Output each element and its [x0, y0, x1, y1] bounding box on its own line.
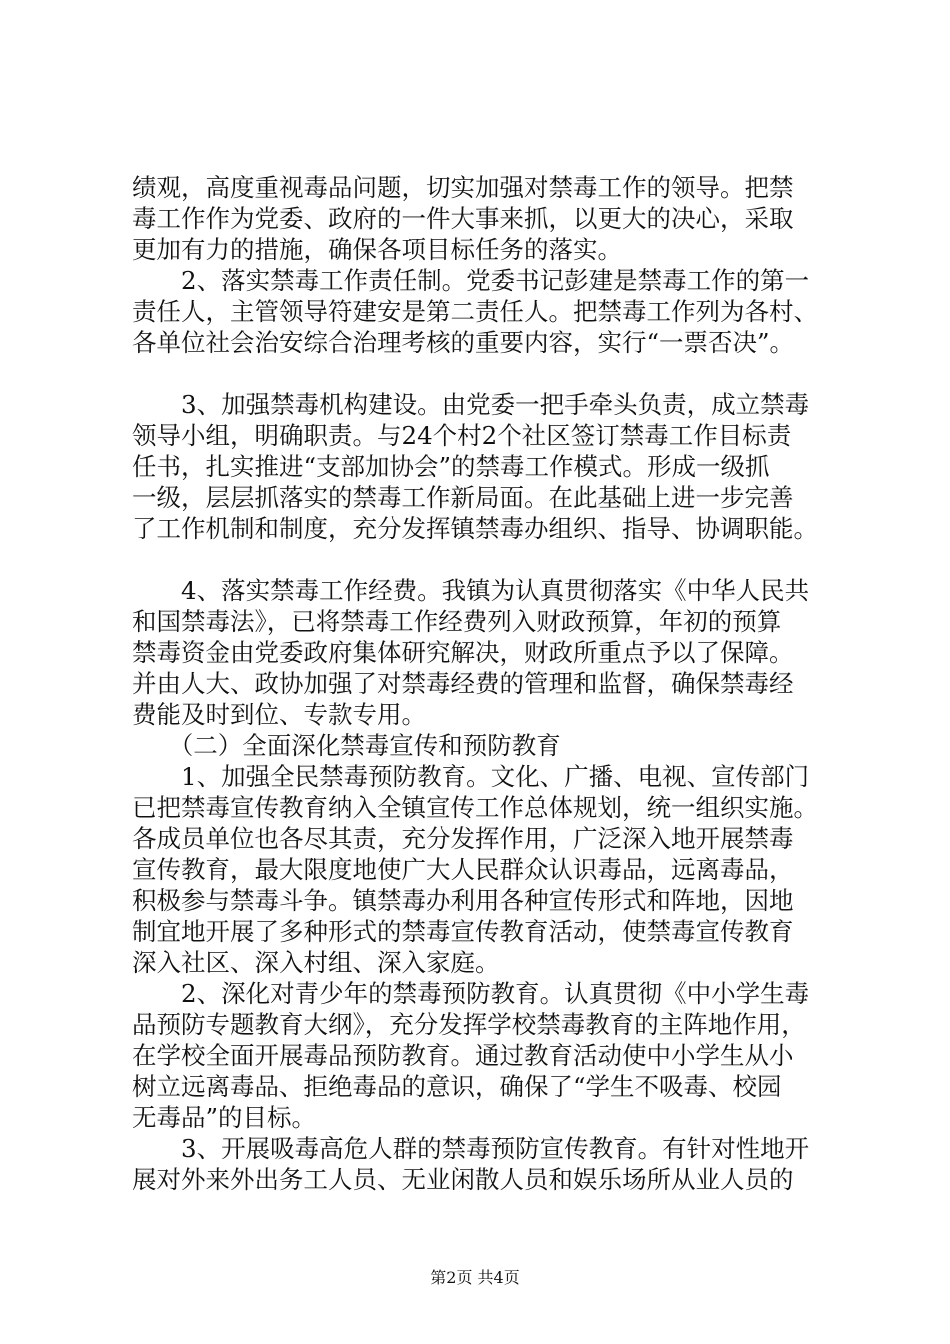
paragraph-spacer — [132, 358, 832, 389]
text-line: 领导小组，明确职责。与24个村2个社区签订禁毒工作目标责 — [132, 421, 792, 450]
paragraph-item-4 — [132, 575, 832, 730]
text-line: 品预防专题教育大纲》，充分发挥学校禁毒教育的主阵地作用， — [132, 1010, 806, 1039]
paragraph-intro — [132, 172, 832, 265]
text-line: 积极参与禁毒斗争。镇禁毒办利用各种宣传形式和阵地，因地 — [132, 886, 794, 915]
page-footer — [0, 1268, 950, 1288]
text-line: 一级，层层抓落实的禁毒工作新局面。在此基础上进一步完善 — [132, 483, 794, 512]
text-line: 3、加强禁毒机构建设。由党委一把手牵头负责，成立禁毒 — [132, 390, 810, 419]
section-heading — [132, 730, 832, 761]
text-line: 毒工作作为党委、政府的一件大事来抓，以更大的决心，采取 — [132, 204, 794, 233]
text-line: 4、落实禁毒工作经费。我镇为认真贯彻落实《中华人民共 — [132, 576, 810, 605]
text-line: 展对外来外出务工人员、无业闲散人员和娱乐场所从业人员的 — [132, 1165, 794, 1194]
text-line: 3、开展吸毒高危人群的禁毒预防宣传教育。有针对性地开 — [132, 1134, 810, 1163]
text-line: 禁毒资金由党委政府集体研究解决，财政所重点予以了保障。 — [132, 638, 794, 667]
text-line: 在学校全面开展毒品预防教育。通过教育活动使中小学生从小 — [132, 1041, 794, 1070]
text-line: 树立远离毒品、拒绝毒品的意识，确保了“学生不吸毒、校园 — [132, 1072, 782, 1101]
text-line: 并由人大、政协加强了对禁毒经费的管理和监督，确保禁毒经 — [132, 669, 794, 698]
paragraph-item-3 — [132, 389, 832, 544]
paragraph-spacer — [132, 544, 832, 575]
text-line: 2、落实禁毒工作责任制。党委书记彭建是禁毒工作的第一 — [132, 266, 810, 295]
text-line: 和国禁毒法》，已将禁毒工作经费列入财政预算，年初的预算 — [132, 607, 782, 636]
text-line: 绩观，高度重视毒品问题，切实加强对禁毒工作的领导。把禁 — [132, 173, 794, 202]
text-line: 更加有力的措施，确保各项目标任务的落实。 — [132, 235, 622, 264]
paragraph-section2-item-1 — [132, 761, 832, 978]
page-number: 第2页 共4页 — [430, 1268, 520, 1287]
text-line: 费能及时到位、专款专用。 — [132, 700, 426, 729]
paragraph-section2-item-3 — [132, 1133, 832, 1195]
text-line: 各成员单位也各尽其责，充分发挥作用，广泛深入地开展禁毒 — [132, 824, 794, 853]
text-line: 2、深化对青少年的禁毒预防教育。认真贯彻《中小学生毒 — [132, 979, 810, 1008]
text-line: （二）全面深化禁毒宣传和预防教育 — [132, 731, 561, 760]
text-line: 各单位社会治安综合治理考核的重要内容，实行“一票否决”。 — [132, 328, 795, 357]
text-line: 责任人，主管领导符建安是第二责任人。把禁毒工作列为各村、 — [132, 297, 818, 326]
text-line: 1、加强全民禁毒预防教育。文化、广播、电视、宣传部门 — [132, 762, 810, 791]
paragraph-section2-item-2 — [132, 978, 832, 1133]
text-line: 制宜地开展了多种形式的禁毒宣传教育活动，使禁毒宣传教育 — [132, 917, 794, 946]
text-line: 已把禁毒宣传教育纳入全镇宣传工作总体规划，统一组织实施。 — [132, 793, 818, 822]
text-line: 宣传教育，最大限度地使广大人民群众认识毒品，远离毒品， — [132, 855, 794, 884]
paragraph-item-2 — [132, 265, 832, 358]
text-line: 了工作机制和制度，充分发挥镇禁毒办组织、指导、协调职能。 — [132, 514, 818, 543]
text-line: 无毒品”的目标。 — [132, 1103, 317, 1132]
document-body — [132, 172, 832, 1195]
text-line: 任书，扎实推进“支部加协会”的禁毒工作模式。形成一级抓 — [132, 452, 770, 481]
text-line: 深入社区、深入村组、深入家庭。 — [132, 948, 500, 977]
